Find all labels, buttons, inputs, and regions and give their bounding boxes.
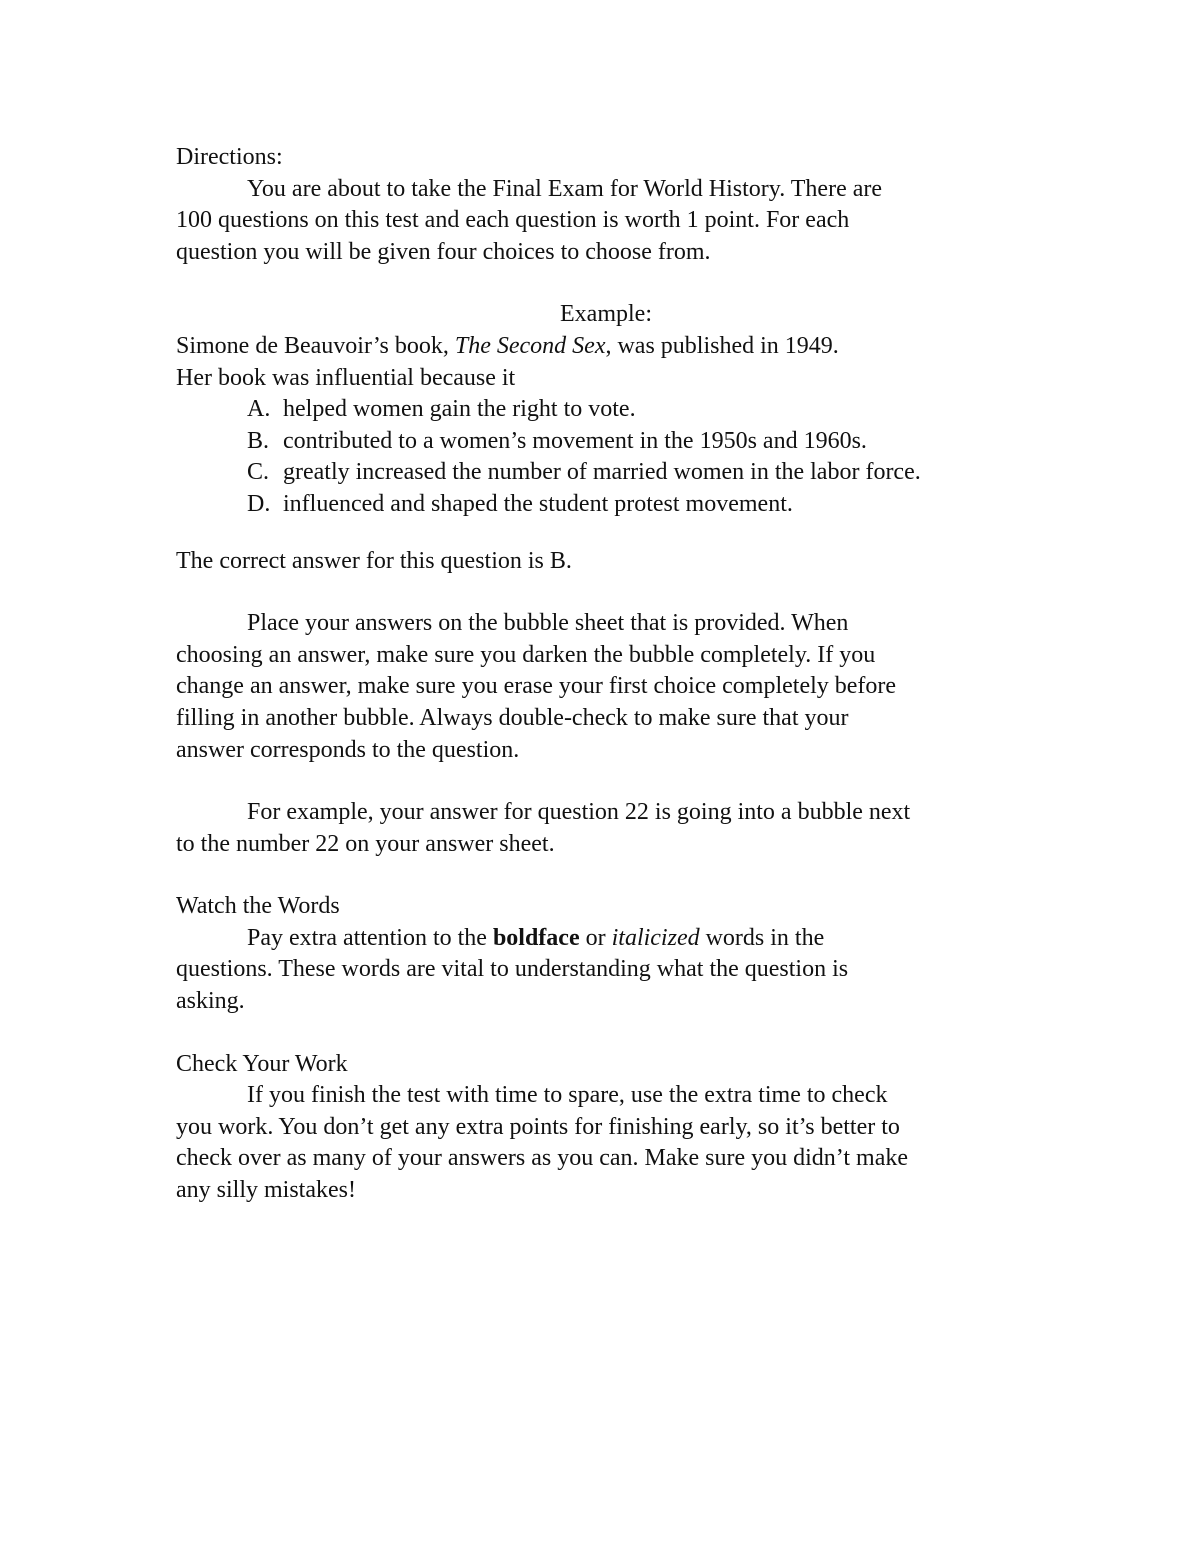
watch-words-mid: or xyxy=(579,924,612,951)
watch-words-heading: Watch the Words xyxy=(176,893,340,920)
check-work-line-1: If you finish the test with time to spare, use the extra time to check xyxy=(247,1082,888,1109)
bubble-line-1: Place your answers on the bubble sheet that is provided. When xyxy=(247,610,849,637)
watch-words-line-2: questions. These words are vital to understanding what the question is xyxy=(176,956,849,983)
example-heading: Example: xyxy=(560,301,652,328)
example-book-title: The Second Sex xyxy=(454,332,606,359)
choice-letter: D. xyxy=(247,490,271,517)
directions-line-3: question you will be given four choices to choose from. xyxy=(176,238,711,265)
example-stem-line-2: Her book was influential because it xyxy=(176,364,516,391)
example-stem-suffix: , was published in 1949. xyxy=(605,332,839,359)
choice-letter: C. xyxy=(247,459,270,486)
check-work-heading: Check Your Work xyxy=(176,1050,348,1077)
choice-letter: B. xyxy=(247,427,270,454)
numbering-line-2: to the number 22 on your answer sheet. xyxy=(176,830,555,857)
example-choice-c xyxy=(176,457,1036,489)
italicized-word: italicized xyxy=(611,924,700,951)
watch-words-line-1 xyxy=(176,923,1036,955)
bubble-line-5: answer corresponds to the question. xyxy=(176,736,520,763)
example-choice-d xyxy=(176,489,1036,521)
choice-text: greatly increased the number of married women in the labor force. xyxy=(283,459,921,486)
watch-words-suffix: words in the xyxy=(699,924,825,951)
bubble-line-4: filling in another bubble. Always double-check to make sure that your xyxy=(176,704,849,731)
example-stem-line-1 xyxy=(176,331,1036,363)
check-work-line-4: any silly mistakes! xyxy=(176,1177,356,1204)
numbering-line-1: For example, your answer for question 22 is going into a bubble next xyxy=(247,799,911,826)
directions-line-1: You are about to take the Final Exam for World History. There are xyxy=(247,175,883,202)
choice-text: influenced and shaped the student protest movement. xyxy=(283,490,793,517)
example-stem-prefix: Simone de Beauvoir’s book, xyxy=(176,332,455,359)
directions-line-2: 100 questions on this test and each question is worth 1 point. For each xyxy=(176,207,850,234)
bubble-line-3: change an answer, make sure you erase your first choice completely before xyxy=(176,673,897,700)
choice-letter: A. xyxy=(247,396,271,423)
check-work-line-2: you work. You don’t get any extra points for finishing early, so it’s better to xyxy=(176,1113,900,1140)
watch-words-line-3: asking. xyxy=(176,988,245,1015)
boldface-word: boldface xyxy=(492,924,580,951)
example-choice-a xyxy=(176,394,1036,426)
choice-text: helped women gain the right to vote. xyxy=(283,396,636,423)
exam-directions-page xyxy=(176,142,1036,1207)
bubble-line-2: choosing an answer, make sure you darken the bubble completely. If you xyxy=(176,641,876,668)
check-work-line-3: check over as many of your answers as you can. Make sure you didn’t make xyxy=(176,1145,908,1172)
example-choice-b xyxy=(176,426,1036,458)
directions-heading: Directions: xyxy=(176,144,283,170)
watch-words-prefix: Pay extra attention to the xyxy=(247,924,493,951)
choice-text: contributed to a women’s movement in the 1950s and 1960s. xyxy=(283,427,867,454)
example-answer-note: The correct answer for this question is B. xyxy=(176,547,572,574)
